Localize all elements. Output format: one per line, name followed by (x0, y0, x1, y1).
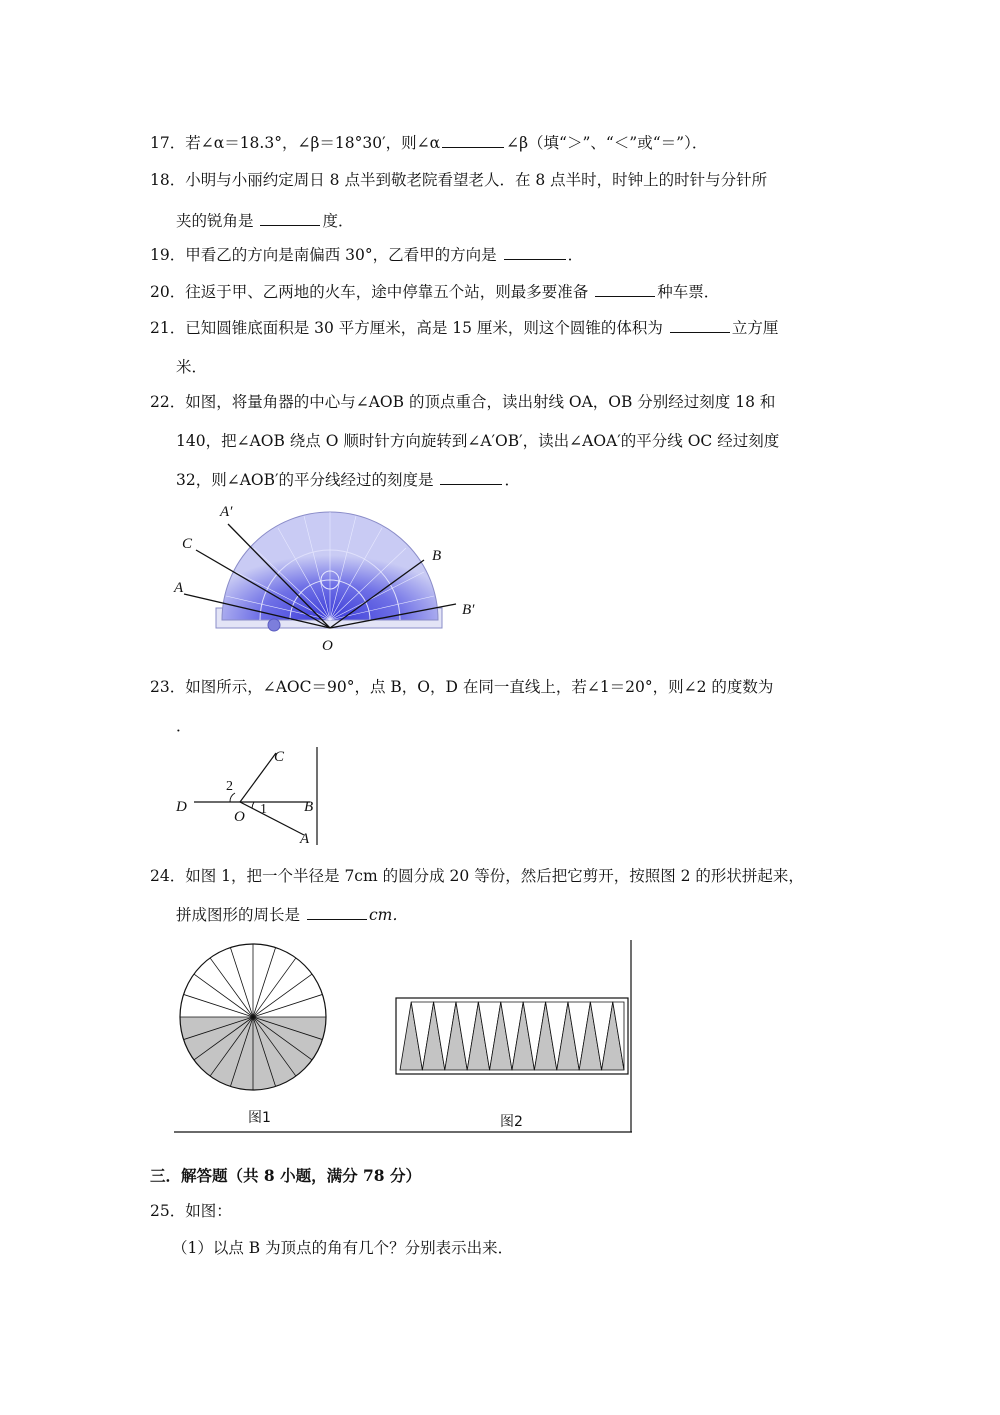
question-21-line2: 米． (176, 358, 208, 376)
question-18: 18．小明与小丽约定周日 8 点半到敬老院看望老人．在 8 点半时，时钟上的时针与分针所 (150, 171, 768, 189)
angle-1-label: 1 (260, 802, 267, 817)
question-25: 25．如图： (150, 1202, 232, 1220)
sector-divider (194, 974, 253, 1017)
angle-2-label: 2 (226, 779, 233, 794)
figure-2-label: 图2 (500, 1114, 523, 1130)
question-23: 23．如图所示，∠AOC＝90°，点 B，O，D 在同一直线上，若∠1＝20°，则∠2 的度数为 (150, 678, 774, 696)
answer-blank[interactable] (440, 470, 502, 485)
label-A: A (300, 831, 310, 847)
question-25-sub1: （1）以点 B 为顶点的角有几个？分别表示出来． (172, 1239, 514, 1257)
answer-blank[interactable] (504, 245, 566, 260)
figure-1-circle (180, 944, 326, 1090)
sector-divider (253, 948, 276, 1017)
question-21: 21．已知圆锥底面积是 30 平方厘米，高是 15 厘米，则这个圆锥的体积为 立方厘 (150, 319, 779, 337)
question-20: 20．往返于甲、乙两地的火车，途中停靠五个站，则最多要准备 种车票． (150, 283, 720, 301)
section-3-title: 三．解答题（共 8 小题，满分 78 分） (150, 1166, 421, 1185)
circle-sectors-figure (172, 938, 634, 1134)
label-B: B (432, 548, 442, 564)
answer-blank[interactable] (307, 905, 367, 920)
sector-divider (253, 958, 296, 1017)
label-B-prime: B′ (462, 602, 475, 618)
protractor-figure (170, 500, 490, 655)
ray-OA (240, 802, 304, 835)
sector-divider (230, 948, 253, 1017)
label-B: B (304, 799, 314, 815)
answer-blank[interactable] (442, 133, 504, 148)
sector-divider (210, 958, 253, 1017)
sector-divider (253, 974, 312, 1017)
question-24-line2: 拼成图形的周长是 cm． (176, 906, 408, 924)
figure-1-label: 图1 (248, 1110, 271, 1126)
question-22-line2: 140，把∠AOB 绕点 O 顺时针方向旋转到∠A′OB′，读出∠AOA′的平分线 OC 经过刻度 (176, 432, 780, 450)
figure-2-strip (396, 998, 628, 1074)
question-17: 17．若∠α＝18.3°，∠β＝18°30′，则∠α ∠β（填“＞”、“＜”或“＝”）． (150, 134, 708, 152)
question-19: 19．甲看乙的方向是南偏西 30°，乙看甲的方向是 ． (150, 246, 584, 264)
label-O: O (322, 638, 333, 654)
sector-divider (253, 994, 322, 1017)
label-C: C (182, 536, 193, 552)
question-24: 24．如图 1，把一个半径是 7cm 的圆分成 20 等份，然后把它剪开，按照图 2 的形状拼起来， (150, 867, 804, 885)
label-D: D (176, 799, 187, 815)
answer-blank[interactable] (595, 282, 655, 297)
question-22-line3: 32，则∠AOB′的平分线经过的刻度是 ． (176, 471, 520, 489)
question-18-line2: 夹的锐角是 度． (176, 212, 354, 230)
angle-figure-23 (170, 745, 325, 847)
answer-blank[interactable] (670, 318, 730, 333)
label-O: O (234, 809, 245, 825)
ray-OC (240, 753, 276, 802)
label-A-prime: A′ (220, 504, 233, 520)
question-22: 22．如图，将量角器的中心与∠AOB 的顶点重合，读出射线 OA，OB 分别经过刻度 18 和 (150, 393, 776, 411)
sector-divider (184, 994, 253, 1017)
label-C: C (274, 749, 285, 765)
question-23-line2: ． (176, 717, 192, 735)
label-A: A (174, 580, 184, 596)
answer-blank[interactable] (260, 211, 320, 226)
